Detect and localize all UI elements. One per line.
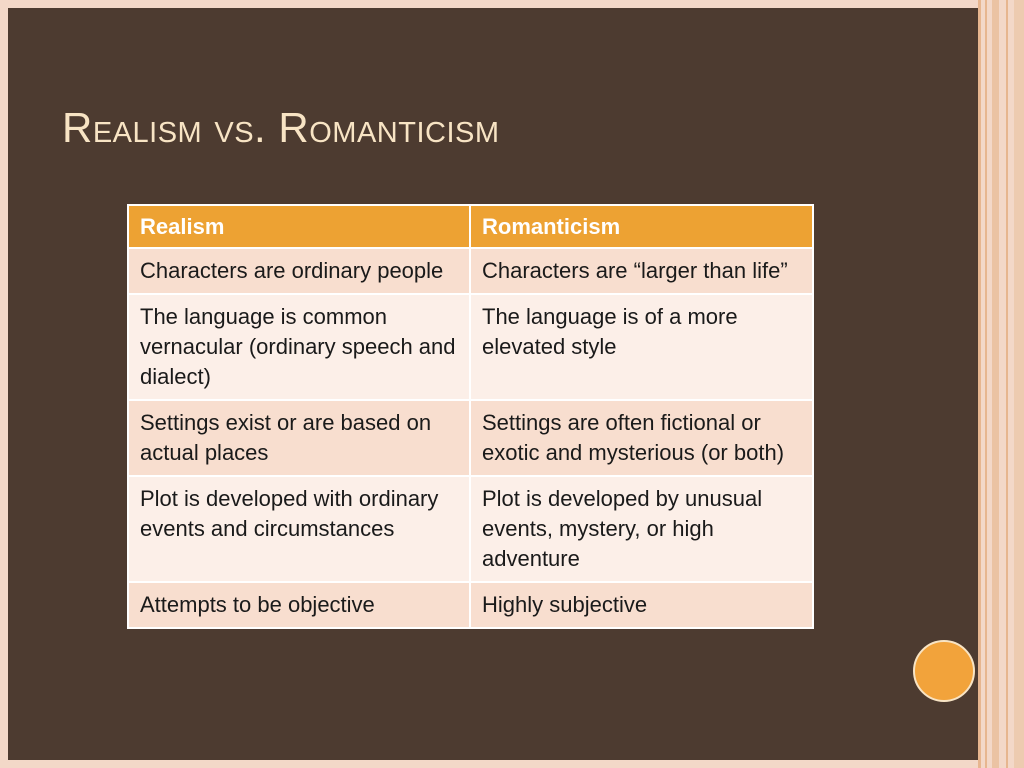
stripe bbox=[992, 0, 999, 768]
decorative-stripes bbox=[978, 0, 1024, 768]
left-border bbox=[0, 0, 8, 768]
table-cell: Characters are ordinary people bbox=[128, 248, 470, 294]
table-cell: The language is common vernacular (ordinary speech and dialect) bbox=[128, 294, 470, 400]
decorative-circle bbox=[913, 640, 975, 702]
table-cell: Plot is developed by unusual events, mystery, or high adventure bbox=[470, 476, 813, 582]
table-cell: Highly subjective bbox=[470, 582, 813, 628]
table-row bbox=[128, 400, 813, 476]
table-row bbox=[128, 294, 813, 400]
table-header-row bbox=[128, 205, 813, 248]
slide-title: Realism vs. Romanticism bbox=[62, 104, 500, 151]
table-cell: Settings are often fictional or exotic and mysterious (or both) bbox=[470, 400, 813, 476]
stripe bbox=[978, 0, 981, 768]
header-romanticism: Romanticism bbox=[470, 205, 813, 248]
table-cell: Characters are “larger than life” bbox=[470, 248, 813, 294]
table-row bbox=[128, 248, 813, 294]
table-row bbox=[128, 582, 813, 628]
table-cell: Settings exist or are based on actual places bbox=[128, 400, 470, 476]
top-border bbox=[0, 0, 978, 8]
stripe bbox=[1014, 0, 1024, 768]
stripe bbox=[985, 0, 987, 768]
comparison-table-container bbox=[127, 204, 812, 629]
table-row bbox=[128, 476, 813, 582]
comparison-table bbox=[127, 204, 814, 629]
header-realism: Realism bbox=[128, 205, 470, 248]
bottom-border bbox=[0, 760, 978, 768]
table-cell: Plot is developed with ordinary events and circumstances bbox=[128, 476, 470, 582]
table-cell: The language is of a more elevated style bbox=[470, 294, 813, 400]
table-cell: Attempts to be objective bbox=[128, 582, 470, 628]
stripe bbox=[1006, 0, 1008, 768]
